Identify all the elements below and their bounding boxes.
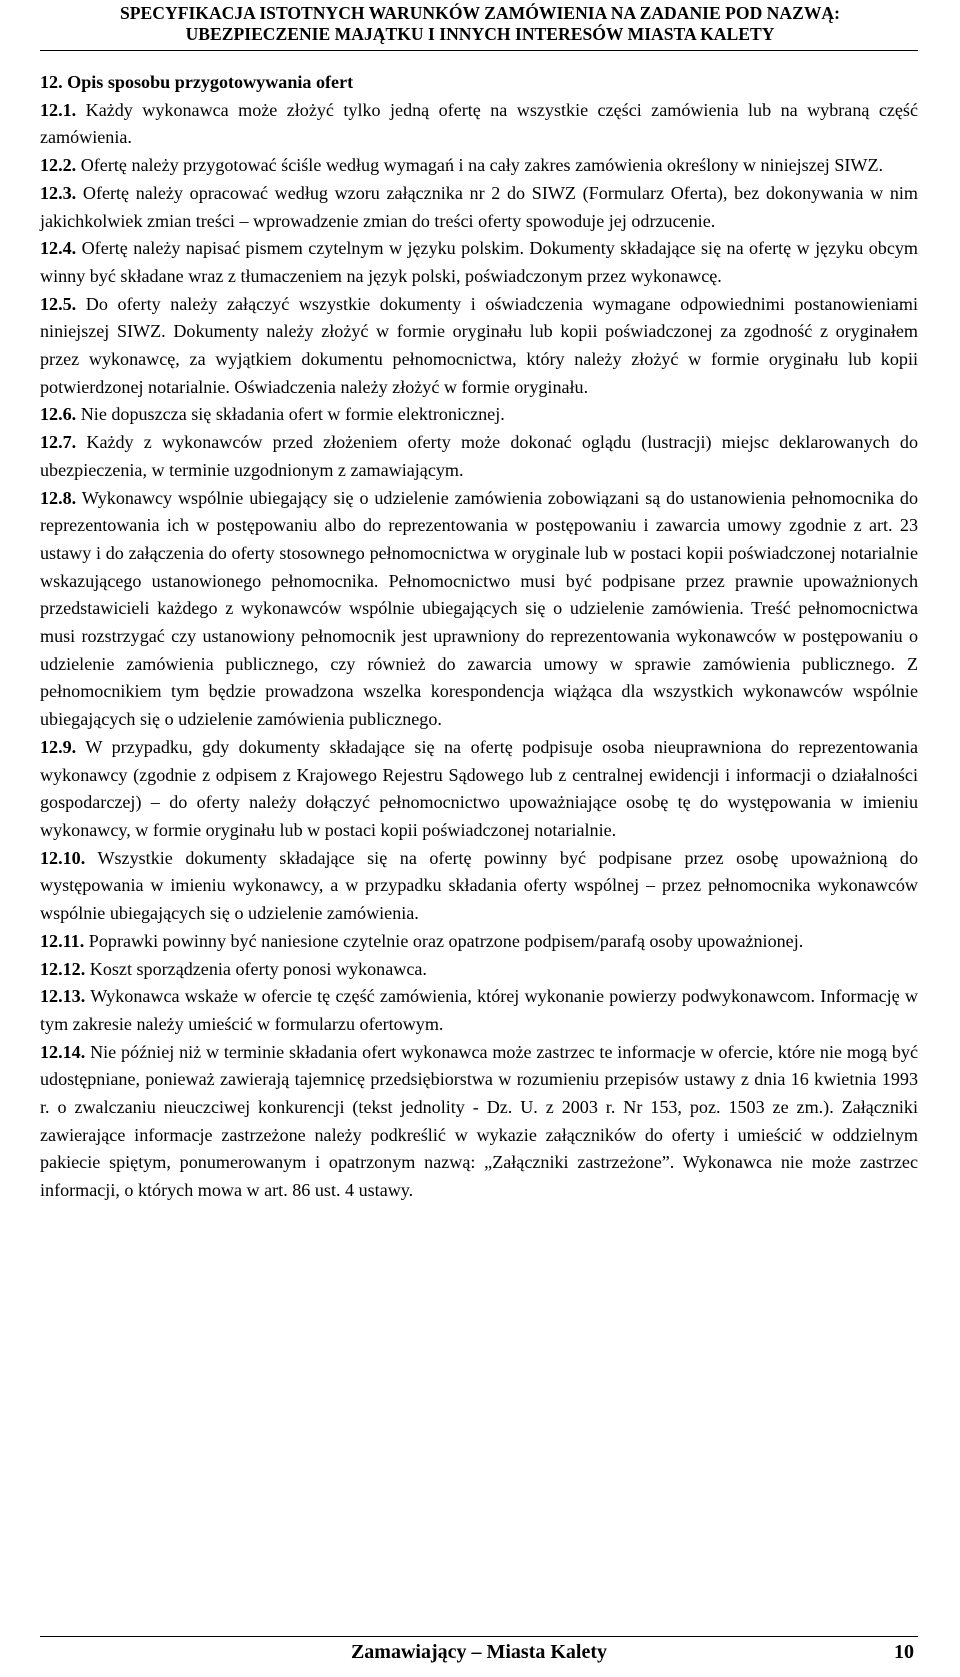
- header-divider: [40, 50, 918, 51]
- paragraph-12-7: [40, 429, 918, 484]
- section-title: 12. Opis sposobu przygotowywania ofert: [40, 72, 354, 92]
- paragraph-number: 12.14.: [40, 1041, 86, 1062]
- paragraph-number: 12.6.: [40, 404, 77, 425]
- paragraph-text: Nie później niż w terminie składania ofert wykonawca może zastrzec te informacje w ofercie, które nie mogą być udostępniane, ponieważ zawierają tajemnicę przedsiębiorstwa w rozumieniu przepisów ustawy z dnia 16 kwietnia 1993 r. o zwalczaniu nieuczciwej konkurencji (tekst jednolity - Dz. U. z 2003 r. Nr 153, poz. 1503 ze zm.). Załączniki zawierające informacje zastrzeżone należy podkreślić w wykazie załączników do oferty i umieścić w oddzielnym pakiecie spiętym, ponumerowanym i opatrzonym nazwą: „Załączniki zastrzeżone”. Wykonawca nie może zastrzec informacji, o których mowa w art. 86 ust. 4 ustawy.: [40, 1041, 918, 1201]
- paragraph-12-14: [40, 1039, 918, 1205]
- paragraph-number: 12.11.: [40, 930, 85, 951]
- paragraph-number: 12.5.: [40, 293, 77, 314]
- paragraph-12-5: [40, 291, 918, 402]
- paragraph-12-8: [40, 485, 918, 734]
- paragraph-number: 12.9.: [40, 736, 77, 757]
- paragraph-12-13: [40, 983, 918, 1038]
- paragraph-12-3: [40, 180, 918, 235]
- paragraph-text: Nie dopuszcza się składania ofert w formie elektronicznej.: [80, 404, 505, 425]
- paragraph-text: Poprawki powinny być naniesione czytelnie oraz opatrzone podpisem/parafą osoby upoważnionej.: [88, 930, 804, 951]
- paragraph-number: 12.3.: [40, 182, 77, 203]
- paragraph-12-1: [40, 97, 918, 152]
- paragraph-12-11: [40, 928, 918, 956]
- paragraph-12-6: [40, 401, 918, 429]
- footer-title: Zamawiający – Miasta Kalety: [350, 1641, 608, 1663]
- paragraph-text: Ofertę należy przygotować ściśle według wymagań i na cały zakres zamówienia określony w niniejszej SIWZ.: [80, 155, 884, 176]
- paragraph-number: 12.2.: [40, 155, 77, 176]
- paragraph-number: 12.12.: [40, 958, 86, 979]
- paragraph-text: Wszystkie dokumenty składające się na ofertę powinny być podpisane przez osobę upoważnioną do występowania w imieniu wykonawcy, a w przypadku składania oferty wspólnej – przez pełnomocnika wykonawców wspólnie ubiegających się o udzielenie zamówienia.: [40, 847, 918, 924]
- paragraph-text: Ofertę należy napisać pismem czytelnym w języku polskim. Dokumenty składające się na ofertę w języku obcym winny być składane wraz z tłumaczeniem na język polski, poświadczonym przez wykonawcę.: [40, 238, 918, 286]
- header-line-2: UBEZPIECZENIE MAJĄTKU I INNYCH INTERESÓW MIASTA KALETY: [185, 24, 775, 44]
- paragraph-12-12: [40, 956, 918, 984]
- paragraph-text: Każdy wykonawca może złożyć tylko jedną ofertę na wszystkie części zamówienia lub na wybraną część zamówienia.: [40, 99, 918, 148]
- paragraph-number: 12.7.: [40, 432, 77, 453]
- paragraph-text: Koszt sporządzenia oferty ponosi wykonawca.: [89, 958, 427, 979]
- header-line-1: SPECYFIKACJA ISTOTNYCH WARUNKÓW ZAMÓWIENIA NA ZADANIE POD NAZWĄ:: [120, 3, 840, 23]
- paragraph-number: 12.4.: [40, 238, 77, 259]
- paragraph-text: Wykonawca wskaże w ofercie tę część zamówienia, której wykonanie powierzy podwykonawcom. Informację w tym zakresie należy umieścić w formularzu ofertowym.: [40, 986, 918, 1034]
- paragraph-text: Do oferty należy załączyć wszystkie dokumenty i oświadczenia wymagane odpowiednimi postanowieniami niniejszej SIWZ. Dokumenty należy złożyć w formie oryginału lub kopii poświadczonej za zgodność z oryginałem przez wykonawcę, za wyjątkiem dokumentu pełnomocnictwa, który należy złożyć w formie oryginału lub kopii potwierdzonej notarialnie. Oświadczenia należy złożyć w formie oryginału.: [40, 293, 918, 397]
- paragraph-12-4: [40, 235, 918, 290]
- paragraph-text: Wykonawcy wspólnie ubiegający się o udzielenie zamówienia zobowiązani są do ustanowienia pełnomocnika do reprezentowania ich w postępowaniu albo do reprezentowania w postępowaniu i zawarcia umowy zgodnie z art. 23 ustawy i do załączenia do oferty stosownego pełnomocnictwa w oryginale lub w postaci kopii poświadczonej notarialnie wskazującego ustanowionego pełnomocnika. Pełnomocnictwo musi być podpisane przez prawnie upoważnionych przedstawicieli każdego z wykonawców wspólnie ubiegających się o udzielenie zamówienia. Treść pełnomocnictwa musi rozstrzygać czy ustanowiony pełnomocnik jest uprawniony do reprezentowania wykonawców w postępowaniu o udzielenie zamówienia publicznego, czy również do zawarcia umowy w sprawie zamówienia publicznego. Z pełnomocnikiem tym będzie prowadzona wszelka korespondencja wiążąca dla wszystkich wykonawców wspólnie ubiegających się o udzielenie zamówienia publicznego.: [40, 487, 918, 730]
- paragraph-text: Ofertę należy opracować według wzoru załącznika nr 2 do SIWZ (Formularz Oferta), bez dokonywania w nim jakichkolwiek zmian treści – wprowadzenie zmian do treści oferty spowoduje jej odrzucenie.: [40, 182, 918, 231]
- page-number: 10: [894, 1641, 914, 1663]
- paragraph-number: 12.1.: [40, 99, 77, 120]
- paragraph-text: W przypadku, gdy dokumenty składające się na ofertę podpisuje osoba nieuprawniona do reprezentowania wykonawcy (zgodnie z odpisem z Krajowego Rejestru Sądowego lub z centralnej ewidencji i informacji o działalności gospodarczej) – do oferty należy dołączyć pełnomocnictwo upoważniające osobę tę do występowania w imieniu wykonawcy, w formie oryginału lub w postaci kopii poświadczonej notarialnie.: [40, 736, 919, 840]
- paragraph-number: 12.13.: [40, 986, 86, 1007]
- paragraph-number: 12.10.: [40, 847, 86, 868]
- footer-divider: [40, 1636, 918, 1637]
- paragraph-number: 12.8.: [40, 487, 77, 508]
- paragraph-12-9: [40, 734, 918, 845]
- paragraph-text: Każdy z wykonawców przed złożeniem oferty może dokonać oglądu (lustracji) miejsc deklarowanych do ubezpieczenia, w terminie uzgodnionym z zamawiającym.: [40, 432, 918, 480]
- paragraph-12-10: [40, 845, 918, 928]
- page-header: [0, 3, 960, 45]
- paragraph-12-2: [40, 152, 918, 180]
- document-body: [40, 69, 918, 1205]
